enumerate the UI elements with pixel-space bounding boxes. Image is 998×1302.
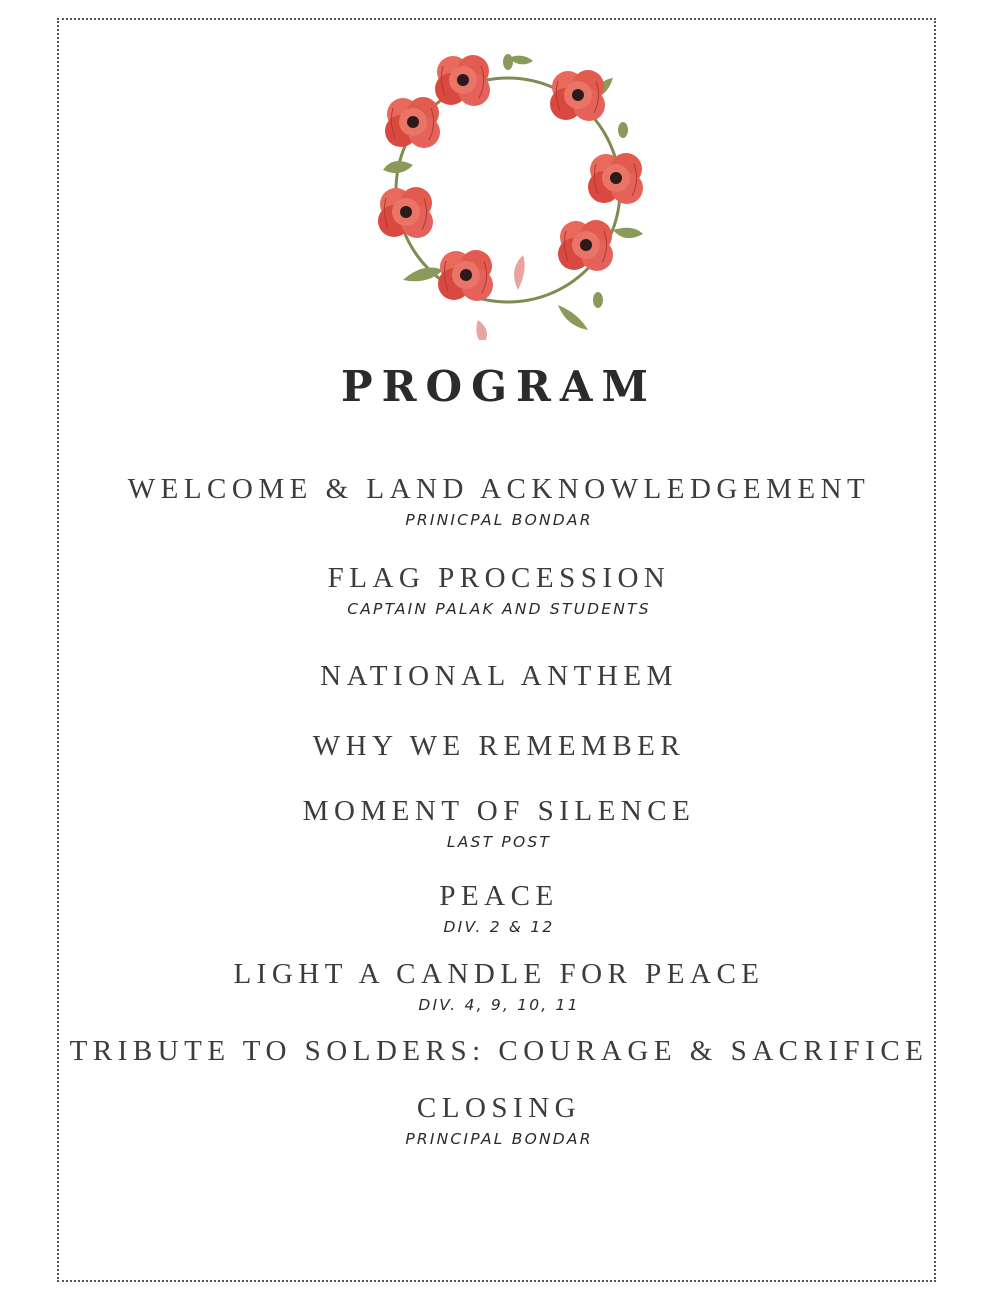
- program-item-subtitle: DIV. 2 & 12: [443, 918, 555, 936]
- program-item-subtitle: DIV. 4, 9, 10, 11: [418, 996, 580, 1014]
- program-item-subtitle: PRINCIPAL BONDAR: [405, 1130, 593, 1148]
- program-item: [0, 794, 998, 852]
- page-title: PROGRAM: [341, 362, 657, 411]
- program-item-title: NATIONAL ANTHEM: [320, 660, 678, 692]
- program-item: [0, 957, 998, 1015]
- program-item-subtitle: CAPTAIN PALAK AND STUDENTS: [347, 600, 651, 618]
- program-item-title: WHY WE REMEMBER: [312, 730, 686, 762]
- program-item: [0, 659, 998, 693]
- program-item: [0, 879, 998, 937]
- program-item: [0, 729, 998, 763]
- program-item-title: PEACE: [439, 880, 559, 912]
- poppy-wreath-illustration: [358, 40, 658, 340]
- program-item: [0, 1034, 998, 1068]
- program-item-title: FLAG PROCESSION: [327, 562, 671, 594]
- program-item: [0, 561, 998, 619]
- program-item-title: MOMENT OF SILENCE: [302, 795, 696, 827]
- program-item-title: WELCOME & LAND ACKNOWLEDGEMENT: [127, 473, 871, 505]
- program-item: [0, 472, 998, 530]
- program-item-title: CLOSING: [416, 1092, 582, 1124]
- program-item: [0, 1091, 998, 1149]
- program-item-title: TRIBUTE TO SOLDERS: COURAGE & SACRIFICE: [69, 1035, 929, 1067]
- program-item-subtitle: LAST POST: [446, 833, 552, 851]
- program-item-subtitle: PRINICPAL BONDAR: [405, 511, 593, 529]
- program-item-title: LIGHT A CANDLE FOR PEACE: [233, 958, 765, 990]
